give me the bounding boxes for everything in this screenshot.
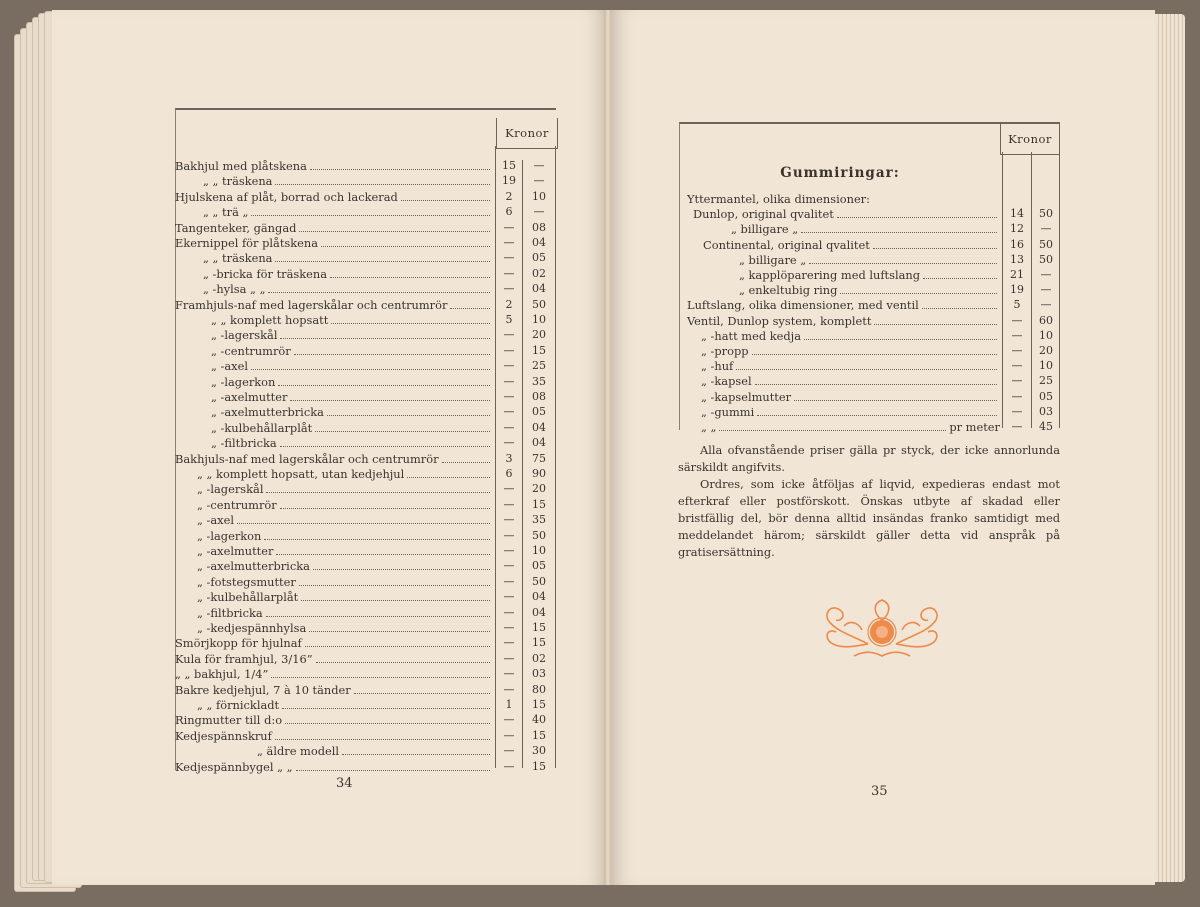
- ore-value: —: [1040, 283, 1052, 297]
- item-label: „ -kapselmutter: [701, 389, 792, 404]
- kronor-value: —: [503, 528, 515, 542]
- kronor-value: —: [503, 559, 515, 573]
- item-label: Continental, original qvalitet: [703, 237, 870, 252]
- ore-value: 05: [532, 559, 546, 573]
- kronor-value: 13: [1010, 252, 1024, 266]
- price-row: [197, 557, 493, 573]
- dot-leader: [736, 369, 997, 370]
- terms-text: [678, 442, 1060, 561]
- ore-value: 50: [1039, 207, 1053, 221]
- item-label: „ „ komplett hopsatt: [211, 313, 329, 327]
- dot-leader: [922, 308, 997, 309]
- dot-leader: [275, 261, 490, 262]
- dot-leader: [268, 292, 490, 293]
- price-row: [203, 280, 493, 296]
- dot-leader: [450, 308, 490, 309]
- kronor-value: —: [1011, 359, 1023, 373]
- item-label: „ -lagerskål: [211, 328, 278, 343]
- kronor-value: 5: [1013, 298, 1021, 312]
- kronor-value: —: [503, 651, 515, 665]
- kronor-value: 16: [1010, 237, 1024, 251]
- left-page: [52, 10, 607, 885]
- item-label: „ -axelmutterbricka: [211, 405, 324, 420]
- dot-leader: [296, 770, 490, 771]
- dot-leader: [752, 354, 997, 355]
- kronor-value: —: [503, 682, 515, 696]
- kronor-value: 19: [502, 174, 516, 188]
- item-label: „ -lagerkon: [211, 374, 276, 389]
- item-label: Bakre kedjehjul, 7 à 10 tänder: [175, 682, 351, 697]
- dot-leader: [442, 462, 490, 463]
- item-label: „ -filtbricka: [211, 436, 277, 451]
- dot-leader: [407, 477, 490, 478]
- item-label: Bakhjuls-naf med lagerskålar och centrumrör: [175, 451, 439, 466]
- dot-leader: [310, 169, 490, 170]
- item-label: Ventil, Dunlop system, komplett: [687, 313, 872, 328]
- kronor-value: —: [503, 667, 515, 681]
- item-label: „ enkeltubig ring: [739, 283, 838, 298]
- price-row: [693, 205, 1000, 221]
- price-row: [211, 342, 493, 358]
- item-label: „ „ förnickladt: [197, 698, 280, 712]
- dot-leader: [354, 693, 490, 694]
- kronor-value: —: [503, 713, 515, 727]
- ore-value: 40: [532, 713, 546, 727]
- ore-value: 50: [1039, 237, 1053, 251]
- kronor-value: —: [503, 359, 515, 373]
- item-label: „ -kapsel: [701, 374, 752, 389]
- dot-leader: [315, 431, 490, 432]
- price-row: [739, 251, 1000, 267]
- dot-leader: [266, 492, 490, 493]
- price-row: [175, 450, 493, 466]
- price-row: [175, 296, 493, 312]
- price-row: [211, 419, 493, 435]
- dot-leader: [294, 354, 490, 355]
- ore-value: 50: [532, 574, 546, 588]
- dot-leader: [290, 400, 490, 401]
- kronor-value: —: [503, 544, 515, 557]
- dot-leader: [837, 217, 997, 218]
- page-edge-stack-right: [1155, 14, 1185, 882]
- kronor-value: —: [503, 497, 515, 511]
- item-label: „ „: [701, 420, 717, 434]
- kronor-value: —: [503, 574, 515, 588]
- item-label: „ -centrumrör: [197, 497, 277, 512]
- item-label: Tangenteker, gängad: [175, 220, 297, 235]
- item-label: „ -propp: [701, 344, 749, 358]
- dot-leader: [801, 232, 997, 233]
- kronor-value: —: [503, 744, 515, 758]
- ore-value: —: [533, 174, 545, 188]
- dot-leader: [299, 585, 490, 586]
- kronor-value: —: [503, 251, 515, 265]
- kronor-value: —: [503, 236, 515, 249]
- kronor-value: —: [503, 328, 515, 342]
- price-row: [687, 312, 1000, 328]
- price-row: [203, 172, 493, 188]
- ore-value: 80: [532, 682, 546, 696]
- ore-value: 02: [532, 266, 546, 280]
- item-label: „ -axelmutter: [197, 544, 274, 558]
- ore-value: 25: [1039, 374, 1053, 388]
- kronor-value: —: [1011, 420, 1023, 433]
- ore-column-divider: [1031, 152, 1032, 428]
- ore-value: 15: [532, 497, 546, 511]
- ore-value: —: [533, 159, 545, 172]
- kronor-value: —: [503, 605, 515, 619]
- price-row: [211, 357, 493, 373]
- price-row: [211, 388, 493, 404]
- kronor-value: —: [503, 728, 515, 742]
- kronor-value: —: [1011, 313, 1023, 327]
- dot-leader: [840, 293, 997, 294]
- item-label: Kula för framhjul, 3/16”: [175, 651, 313, 666]
- item-label: „ billigare „: [731, 222, 799, 237]
- dot-leader: [264, 539, 490, 540]
- price-row: [211, 434, 493, 450]
- ore-value: 15: [532, 636, 546, 650]
- ore-value: 04: [532, 436, 546, 450]
- dot-leader: [271, 677, 490, 678]
- kronor-value: —: [503, 220, 515, 234]
- item-label: Framhjuls-naf med lagerskålar och centrumrör: [175, 297, 448, 312]
- ore-value: 50: [532, 528, 546, 542]
- price-row: [701, 342, 1000, 358]
- ore-value: 04: [532, 282, 546, 296]
- item-label: „ -axelmutter: [211, 390, 288, 404]
- unit-label: pr meter: [949, 420, 1000, 434]
- kronor-value: —: [503, 636, 515, 650]
- kronor-value: —: [503, 420, 515, 434]
- price-row: [175, 711, 493, 727]
- item-label: „ -bricka för träskena: [203, 266, 328, 281]
- item-label: „ -fotstegsmutter: [197, 574, 296, 589]
- dot-leader: [276, 554, 490, 555]
- kronor-value: —: [503, 590, 515, 604]
- item-label: „ -axel: [197, 513, 234, 528]
- kronor-value: 14: [1010, 207, 1024, 221]
- ore-value: —: [533, 205, 545, 219]
- dot-leader: [804, 339, 997, 340]
- ore-value: 35: [532, 513, 546, 527]
- ore-value: 04: [532, 590, 546, 604]
- item-label: Smörjkopp för hjulnaf: [175, 636, 302, 651]
- kronor-value: —: [503, 266, 515, 280]
- kronor-header: Kronor: [496, 118, 558, 149]
- item-label: „ -gummi: [701, 404, 755, 419]
- price-row: [703, 236, 1000, 252]
- ore-value: 15: [532, 343, 546, 357]
- dot-leader: [873, 248, 997, 249]
- item-label: „ -axel: [211, 359, 248, 374]
- floral-ornament-icon: [814, 596, 950, 662]
- kronor-value: —: [503, 621, 515, 634]
- kronor-value: 21: [1010, 268, 1024, 281]
- item-label: „ „ komplett hopsatt, utan kedjehjul: [197, 467, 405, 481]
- dot-leader: [278, 385, 490, 386]
- price-row: [687, 190, 1000, 206]
- item-label: „ -axelmutterbricka: [197, 559, 310, 574]
- kronor-value: 6: [505, 205, 513, 219]
- ore-value: 25: [532, 359, 546, 373]
- ore-value: 04: [532, 236, 546, 249]
- kronor-column-divider: [495, 146, 496, 768]
- dot-leader: [285, 723, 490, 724]
- dot-leader: [757, 415, 997, 416]
- kronor-value: —: [503, 405, 515, 419]
- price-row: [197, 511, 493, 527]
- kronor-value: —: [503, 759, 515, 773]
- ore-value: 04: [532, 605, 546, 619]
- ore-value: 08: [532, 220, 546, 234]
- price-row: [175, 650, 493, 666]
- kronor-value: 5: [505, 313, 513, 326]
- price-row: [175, 634, 493, 650]
- ore-value: —: [1040, 222, 1052, 236]
- item-label: „ billigare „: [739, 252, 807, 267]
- ore-value: 15: [532, 621, 546, 634]
- ore-value: 20: [532, 328, 546, 342]
- price-row: [739, 281, 1000, 297]
- dot-leader: [237, 523, 490, 524]
- price-row: [175, 234, 493, 250]
- price-row: [701, 327, 1000, 343]
- kronor-value: 12: [1010, 222, 1024, 236]
- price-row: [197, 527, 493, 543]
- price-row: [211, 373, 493, 389]
- item-label: „ -lagerkon: [197, 528, 262, 543]
- price-row: [687, 296, 1000, 312]
- ore-value: 15: [532, 698, 546, 711]
- price-row: [197, 573, 493, 589]
- price-row: [175, 727, 493, 743]
- dot-leader: [401, 200, 490, 201]
- section-title: Gummiringar:: [780, 165, 900, 181]
- dot-leader: [301, 600, 490, 601]
- ore-value: 15: [532, 728, 546, 742]
- dot-leader: [321, 246, 490, 247]
- price-row: [175, 219, 493, 235]
- page-number: 34: [336, 776, 353, 791]
- ore-value: 50: [1039, 252, 1053, 266]
- ore-value: 20: [1039, 344, 1053, 357]
- ore-value: 10: [1039, 359, 1053, 373]
- price-row: [203, 265, 493, 281]
- kronor-value: 1: [505, 698, 513, 711]
- price-row: [197, 588, 493, 604]
- dot-leader: [923, 278, 997, 279]
- dot-leader: [755, 384, 997, 385]
- dot-leader: [251, 369, 490, 370]
- ore-value: 04: [532, 420, 546, 434]
- ore-value: 20: [532, 482, 546, 496]
- dot-leader: [719, 430, 946, 431]
- ore-value: 05: [532, 251, 546, 265]
- dot-leader: [309, 631, 490, 632]
- item-label: „ „ träskena: [203, 251, 273, 266]
- ore-value: 10: [532, 313, 546, 326]
- kronor-header: Kronor: [1000, 124, 1060, 155]
- item-label: „ -lagerskål: [197, 482, 264, 497]
- price-row: [701, 418, 1000, 434]
- dot-leader: [280, 446, 490, 447]
- item-label: Hjulskena af plåt, borrad och lackerad: [175, 189, 398, 204]
- dot-leader: [305, 646, 490, 647]
- dot-leader: [794, 400, 997, 401]
- ore-value: 75: [532, 451, 546, 465]
- price-row: [701, 403, 1000, 419]
- ore-value: 10: [1039, 328, 1053, 342]
- price-row: [211, 326, 493, 342]
- ore-column-divider: [522, 160, 523, 768]
- item-label: „ äldre modell: [257, 744, 340, 759]
- ore-value: 08: [532, 390, 546, 403]
- item-label: „ „ träskena: [203, 174, 273, 189]
- ore-value: 05: [532, 405, 546, 419]
- price-row: [739, 266, 1000, 282]
- ore-value: 45: [1039, 420, 1053, 433]
- price-row: [175, 681, 493, 697]
- page-number: 35: [871, 784, 888, 799]
- item-label: „ -filtbricka: [197, 605, 263, 620]
- paragraph: Alla ofvanstående priser gälla pr styck, der icke annorlunda särskildt angifvits.: [678, 443, 1060, 474]
- price-row: [211, 311, 493, 327]
- item-label: „ -kedjespännhylsa: [197, 621, 307, 635]
- kronor-value: —: [1011, 344, 1023, 357]
- kronor-value: —: [1011, 374, 1023, 388]
- dot-leader: [327, 415, 490, 416]
- item-label: „ „ bakhjul, 1/4”: [175, 667, 269, 682]
- item-label: Luftslang, olika dimensioner, med ventil: [687, 298, 919, 313]
- ore-value: 05: [1039, 389, 1053, 403]
- kronor-value: —: [503, 436, 515, 450]
- price-row: [203, 203, 493, 219]
- kronor-value: 2: [505, 297, 513, 311]
- kronor-value: 15: [502, 159, 516, 172]
- ore-value: 30: [532, 744, 546, 758]
- right-page: [610, 10, 1155, 885]
- kronor-value: —: [503, 482, 515, 496]
- price-row: [197, 542, 493, 558]
- dot-leader: [330, 277, 490, 278]
- item-label: „ -kulbehållarplåt: [211, 420, 313, 435]
- ore-value: 90: [532, 467, 546, 480]
- kronor-value: —: [1011, 404, 1023, 418]
- price-row: [203, 249, 493, 265]
- item-label: „ -centrumrör: [211, 343, 291, 358]
- item-label: „ -huf: [701, 359, 734, 374]
- dot-leader: [275, 739, 490, 740]
- price-row: [197, 696, 493, 712]
- price-row: [257, 742, 493, 758]
- item-label: Ringmutter till d:o: [175, 713, 283, 728]
- price-row: [701, 372, 1000, 388]
- item-label: Dunlop, original qvalitet: [693, 207, 834, 222]
- price-row: [197, 480, 493, 496]
- ore-value: —: [1040, 298, 1052, 312]
- kronor-value: —: [1011, 389, 1023, 403]
- dot-leader: [342, 754, 490, 755]
- price-row: [211, 403, 493, 419]
- price-row: [175, 665, 493, 681]
- price-row: [731, 220, 1000, 236]
- price-row: [701, 357, 1000, 373]
- kronor-value: 2: [505, 189, 513, 203]
- dot-leader: [313, 569, 490, 570]
- paragraph: Ordres, som icke åtföljas af liqvid, expedieras endast mot efterkraf eller postförskott. Önskas utbyte af skadad eller bristfällig del, bör denna alltid insändas franko samtidigt med meddelandet härom; särskildt gäller detta vid anspråk på gratisersättning.: [678, 477, 1060, 559]
- kronor-value: —: [503, 513, 515, 527]
- item-label: „ „ trä „: [203, 205, 249, 220]
- item-label: Kedjespännbygel „ „: [175, 759, 293, 774]
- item-label: „ kapplöparering med luftslang: [739, 268, 921, 282]
- kronor-value: —: [503, 343, 515, 357]
- item-label: Bakhjul med plåtskena: [175, 159, 307, 173]
- item-label: Kedjespännskruf: [175, 728, 272, 743]
- dot-leader: [280, 338, 490, 339]
- price-row: [197, 619, 493, 635]
- kronor-value: 3: [505, 451, 513, 465]
- dot-leader: [251, 215, 490, 216]
- price-row: [175, 188, 493, 204]
- price-row: [701, 388, 1000, 404]
- dot-leader: [266, 616, 490, 617]
- kronor-value: —: [503, 282, 515, 296]
- item-label: „ -kulbehållarplåt: [197, 590, 299, 605]
- ore-value: 50: [532, 297, 546, 311]
- dot-leader: [316, 662, 490, 663]
- item-label: „ -hylsa „ „: [203, 282, 266, 297]
- kronor-value: —: [503, 390, 515, 403]
- kronor-column-divider: [1002, 152, 1003, 428]
- item-label: Yttermantel, olika dimensioner:: [687, 192, 870, 206]
- dot-leader: [299, 231, 490, 232]
- price-row: [175, 758, 493, 774]
- kronor-value: —: [503, 374, 515, 388]
- kronor-value: —: [1011, 328, 1023, 342]
- kronor-value: 19: [1010, 283, 1024, 297]
- price-row: [197, 496, 493, 512]
- item-label: Ekernippel för plåtskena: [175, 236, 319, 250]
- ore-value: 35: [532, 374, 546, 388]
- ore-value: 15: [532, 759, 546, 773]
- kronor-value: 6: [505, 467, 513, 480]
- ore-value: 10: [532, 189, 546, 203]
- dot-leader: [275, 184, 490, 185]
- dot-leader: [331, 323, 490, 324]
- price-row: [197, 604, 493, 620]
- ore-value: 03: [532, 667, 546, 681]
- ore-value: 02: [532, 651, 546, 665]
- table-right-border: [1059, 122, 1060, 428]
- ore-value: 60: [1039, 313, 1053, 327]
- table-right-border: [555, 146, 556, 768]
- dot-leader: [874, 324, 997, 325]
- item-label: „ -hatt med kedja: [701, 328, 801, 343]
- price-row: [197, 465, 493, 481]
- dot-leader: [282, 708, 490, 709]
- ore-value: —: [1040, 268, 1052, 281]
- price-row: [175, 157, 493, 173]
- dot-leader: [280, 508, 490, 509]
- dot-leader: [809, 263, 997, 264]
- ore-value: 10: [532, 544, 546, 557]
- ore-value: 03: [1039, 404, 1053, 418]
